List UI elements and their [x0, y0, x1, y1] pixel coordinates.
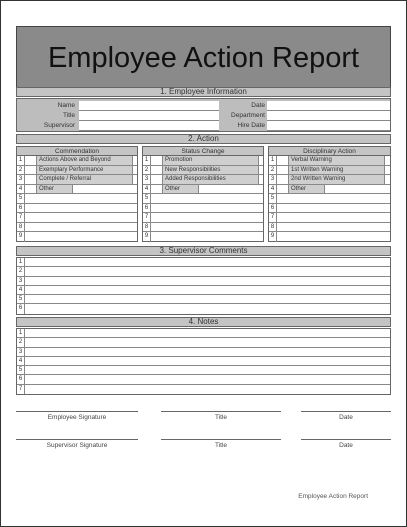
row-number: 3: [143, 175, 151, 184]
employee-signature-label: Employee Signature: [47, 414, 107, 421]
section-supervisor-comments: 3. Supervisor Comments: [16, 246, 391, 256]
option-label: 2nd Written Warning: [289, 175, 385, 184]
status-change-row: [143, 175, 263, 185]
hire-date-field[interactable]: [267, 121, 390, 131]
commendation-header: Commendation: [17, 147, 137, 156]
status-change-row: [143, 223, 263, 233]
commendation-row: [17, 213, 137, 223]
status-change-row: [143, 204, 263, 214]
hire-date-label: Hire Date: [237, 122, 265, 129]
checkbox[interactable]: [277, 166, 289, 175]
note-line[interactable]: [17, 348, 390, 357]
title-label: Title: [62, 112, 75, 119]
employee-title-line[interactable]: [161, 411, 281, 412]
section-notes: 4. Notes: [16, 317, 391, 327]
status-change-row: [143, 156, 263, 166]
footer-text: Employee Action Report: [298, 493, 368, 500]
line-number: 2: [17, 338, 25, 346]
comment-line[interactable]: [17, 286, 390, 295]
page-title: Employee Action Report: [16, 26, 391, 88]
checkbox[interactable]: [151, 166, 163, 175]
status-change-header: Status Change: [143, 147, 263, 156]
commendation-row: [17, 175, 137, 185]
option-label: Complete / Referral: [37, 175, 133, 184]
row-number: 5: [143, 194, 151, 203]
section-action: 2. Action: [16, 134, 391, 144]
date-label: Date: [251, 102, 265, 109]
note-line[interactable]: [17, 375, 390, 384]
row-number: 2: [17, 166, 25, 175]
comment-line[interactable]: [17, 277, 390, 286]
checkbox[interactable]: [25, 185, 37, 194]
title-field[interactable]: [79, 111, 219, 121]
row-number: 8: [269, 223, 277, 232]
commendation-row: [17, 156, 137, 166]
checkbox[interactable]: [277, 156, 289, 165]
row-number: 1: [143, 156, 151, 165]
checkbox[interactable]: [25, 166, 37, 175]
row-number: 5: [269, 194, 277, 203]
checkbox[interactable]: [25, 175, 37, 184]
commendation-row: [17, 232, 137, 242]
comments-lines: [16, 257, 391, 315]
disciplinary-row: [269, 204, 390, 214]
row-number: 1: [269, 156, 277, 165]
line-number: 4: [17, 357, 25, 365]
notes-lines: [16, 328, 391, 395]
line-number: 1: [17, 258, 25, 266]
line-number: 7: [17, 385, 25, 394]
supervisor-date-line[interactable]: [301, 439, 391, 440]
row-number: 9: [269, 232, 277, 242]
line-number: 4: [17, 286, 25, 294]
disciplinary-row: [269, 194, 390, 204]
row-number: 6: [269, 204, 277, 213]
employee-signature-line[interactable]: [16, 411, 138, 412]
row-number: 9: [143, 232, 151, 242]
employee-info-block: [16, 98, 391, 132]
option-label: Other: [163, 185, 199, 194]
option-label: Verbal Warning: [289, 156, 385, 165]
checkbox[interactable]: [151, 156, 163, 165]
section-employee-information: 1. Employee Information: [16, 87, 391, 97]
row-number: 3: [269, 175, 277, 184]
employee-date-line[interactable]: [301, 411, 391, 412]
line-number: 6: [17, 304, 25, 313]
row-number: 4: [143, 185, 151, 194]
option-label: Added Responsibilities: [163, 175, 259, 184]
checkbox[interactable]: [277, 185, 289, 194]
comment-line[interactable]: [17, 304, 390, 313]
row-number: 1: [17, 156, 25, 165]
row-number: 3: [17, 175, 25, 184]
status-change-row: [143, 213, 263, 223]
supervisor-date-label: Date: [339, 442, 353, 449]
note-line[interactable]: [17, 329, 390, 338]
option-label: Promotion: [163, 156, 259, 165]
line-number: 6: [17, 375, 25, 383]
row-number: 9: [17, 232, 25, 242]
status-change-row: [143, 194, 263, 204]
row-number: 2: [269, 166, 277, 175]
note-line[interactable]: [17, 338, 390, 347]
supervisor-title-label: Title: [214, 442, 228, 449]
supervisor-signature-label: Supervisor Signature: [46, 442, 108, 449]
option-label: Actions Above and Beyond: [37, 156, 133, 165]
line-number: 1: [17, 329, 25, 337]
disciplinary-row: [269, 175, 390, 185]
checkbox[interactable]: [277, 175, 289, 184]
disciplinary-row: [269, 223, 390, 233]
row-number: 6: [143, 204, 151, 213]
checkbox[interactable]: [151, 175, 163, 184]
row-number: 7: [269, 213, 277, 222]
disciplinary-row: [269, 213, 390, 223]
option-label: 1st Written Warning: [289, 166, 385, 175]
line-number: 3: [17, 348, 25, 356]
supervisor-label: Supervisor: [43, 122, 75, 129]
employee-title-label: Title: [214, 414, 228, 421]
row-number: 7: [17, 213, 25, 222]
line-number: 2: [17, 267, 25, 275]
status-change-row: [143, 232, 263, 242]
date-field[interactable]: [267, 101, 390, 111]
row-number: 2: [143, 166, 151, 175]
row-number: 8: [143, 223, 151, 232]
row-number: 5: [17, 194, 25, 203]
disciplinary-row: [269, 166, 390, 176]
note-line[interactable]: [17, 385, 390, 394]
note-line[interactable]: [17, 357, 390, 366]
checkbox[interactable]: [151, 185, 163, 194]
row-number: 6: [17, 204, 25, 213]
commendation-row: [17, 194, 137, 204]
row-number: 4: [17, 185, 25, 194]
supervisor-field[interactable]: [79, 121, 219, 131]
option-label: Exemplary Performance: [37, 166, 133, 175]
commendation-row: [17, 166, 137, 176]
option-label: Other: [37, 185, 73, 194]
status-change-row: [143, 166, 263, 176]
row-number: 8: [17, 223, 25, 232]
employee-date-label: Date: [339, 414, 353, 421]
comment-line[interactable]: [17, 258, 390, 267]
option-label: New Responsibilities: [163, 166, 259, 175]
line-number: 5: [17, 366, 25, 374]
comment-line[interactable]: [17, 295, 390, 304]
note-line[interactable]: [17, 366, 390, 375]
line-number: 3: [17, 277, 25, 285]
status-change-row: [143, 185, 263, 195]
disciplinary-row: [269, 185, 390, 195]
checkbox[interactable]: [25, 156, 37, 165]
supervisor-signature-line[interactable]: [16, 439, 138, 440]
commendation-row: [17, 185, 137, 195]
row-number: 4: [269, 185, 277, 194]
status-change-column: [142, 146, 264, 242]
supervisor-title-line[interactable]: [161, 439, 281, 440]
name-field[interactable]: [79, 101, 219, 111]
option-label: Other: [289, 185, 325, 194]
commendation-row: [17, 223, 137, 233]
row-number: 7: [143, 213, 151, 222]
line-number: 5: [17, 295, 25, 303]
department-label: Department: [231, 112, 265, 119]
commendation-row: [17, 204, 137, 214]
disciplinary-row: [269, 156, 390, 166]
name-label: Name: [57, 102, 75, 109]
commendation-column: [16, 146, 138, 242]
comment-line[interactable]: [17, 267, 390, 276]
disciplinary-action-header: Disciplinary Action: [269, 147, 390, 156]
disciplinary-row: [269, 232, 390, 242]
department-field[interactable]: [267, 111, 390, 121]
disciplinary-action-column: [268, 146, 391, 242]
